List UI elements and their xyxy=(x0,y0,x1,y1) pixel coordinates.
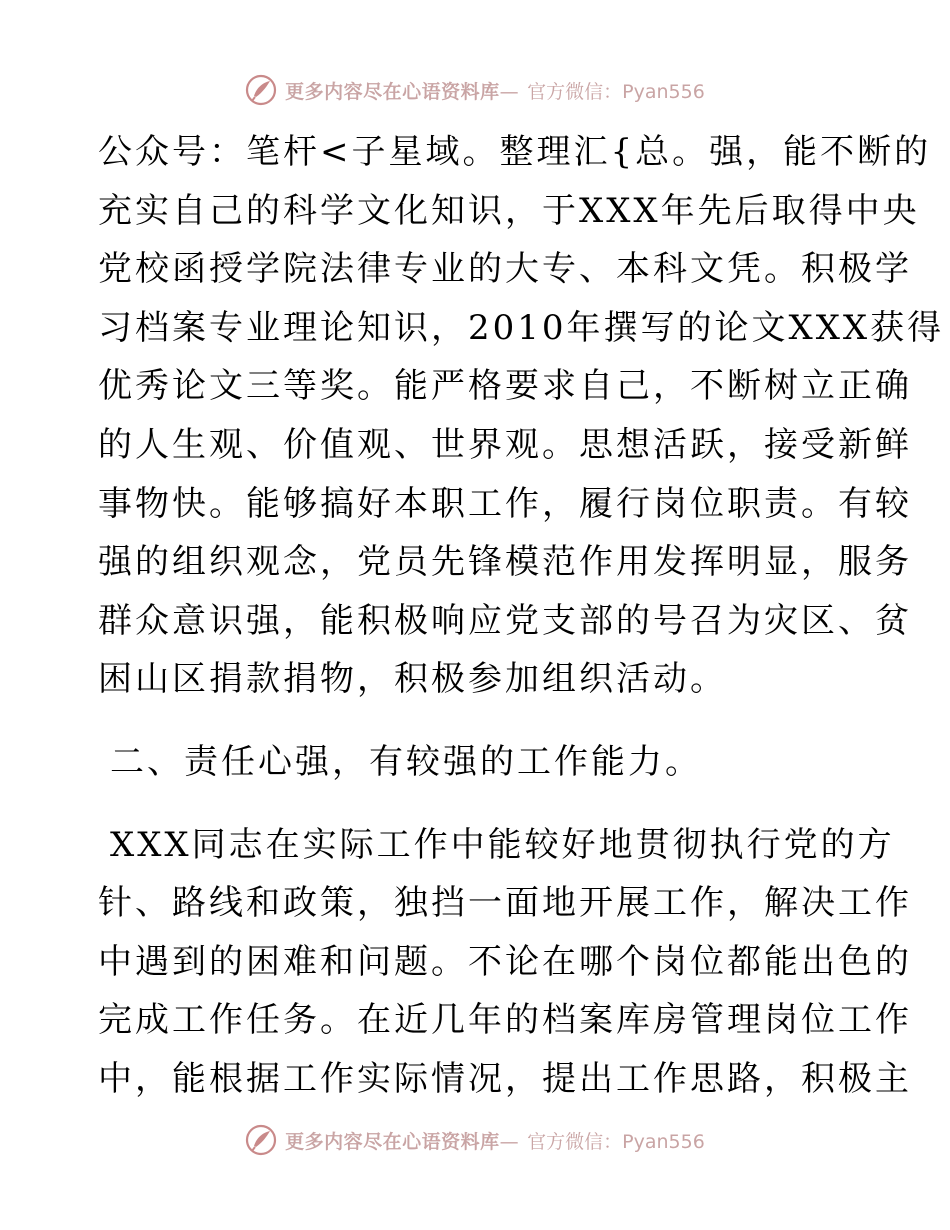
watermark-logo-icon xyxy=(245,74,277,106)
watermark-footer xyxy=(0,1120,950,1160)
text-line: 优秀论文三等奖。能严格要求自己，不断树立正确 xyxy=(98,366,912,407)
watermark-site-text: 更多内容尽在心语资料库— xyxy=(285,80,520,103)
paragraph-1 xyxy=(98,123,945,709)
watermark-header xyxy=(0,70,950,110)
document-body xyxy=(98,123,945,1109)
text-line: 强的组织观念，党员先锋模范作用发挥明显，服务 xyxy=(98,542,912,583)
text-line: 中，能根据工作实际情况，提出工作思路，积极主 xyxy=(98,1058,912,1099)
text-line: 中遇到的困难和问题。不论在哪个岗位都能出色的 xyxy=(98,941,912,982)
text-line: 充实自己的科学文化知识，于XXX年先后取得中央 xyxy=(98,190,920,231)
paragraph-gap xyxy=(98,709,858,733)
watermark-logo-icon xyxy=(245,1124,277,1156)
text-line: 习档案专业理论知识，2010年撰写的论文XXX获得 xyxy=(98,307,945,348)
watermark-wechat-text: 官方微信：Pyan556 xyxy=(527,80,705,103)
text-line: 针、路线和政策，独挡一面地开展工作，解决工作 xyxy=(98,883,912,924)
text-line: 完成工作任务。在近几年的档案库房管理岗位工作 xyxy=(98,1000,912,1041)
text-line: 的人生观、价值观、世界观。思想活跃，接受新鲜 xyxy=(98,424,912,465)
watermark-site-text: 更多内容尽在心语资料库— xyxy=(285,1130,520,1153)
text-line: 困山区捐款捐物，积极参加组织活动。 xyxy=(98,659,727,700)
paragraph-gap xyxy=(98,792,858,816)
text-line: 事物快。能够搞好本职工作，履行岗位职责。有较 xyxy=(98,483,912,524)
text-line: XXX同志在实际工作中能较好地贯彻执行党的方 xyxy=(110,824,895,865)
text-line: 公众号：笔杆<子星域。整理汇{总。强，能不断的 xyxy=(98,132,932,172)
watermark-wechat-text: 官方微信：Pyan556 xyxy=(527,1130,705,1153)
text-line: 党校函授学院法律专业的大专、本科文凭。积极学 xyxy=(98,249,912,290)
section-heading: 二、责任心强，有较强的工作能力。 xyxy=(110,741,702,782)
text-line: 群众意识强，能积极响应党支部的号召为灾区、贫 xyxy=(98,600,912,641)
paragraph-2 xyxy=(98,816,912,1109)
